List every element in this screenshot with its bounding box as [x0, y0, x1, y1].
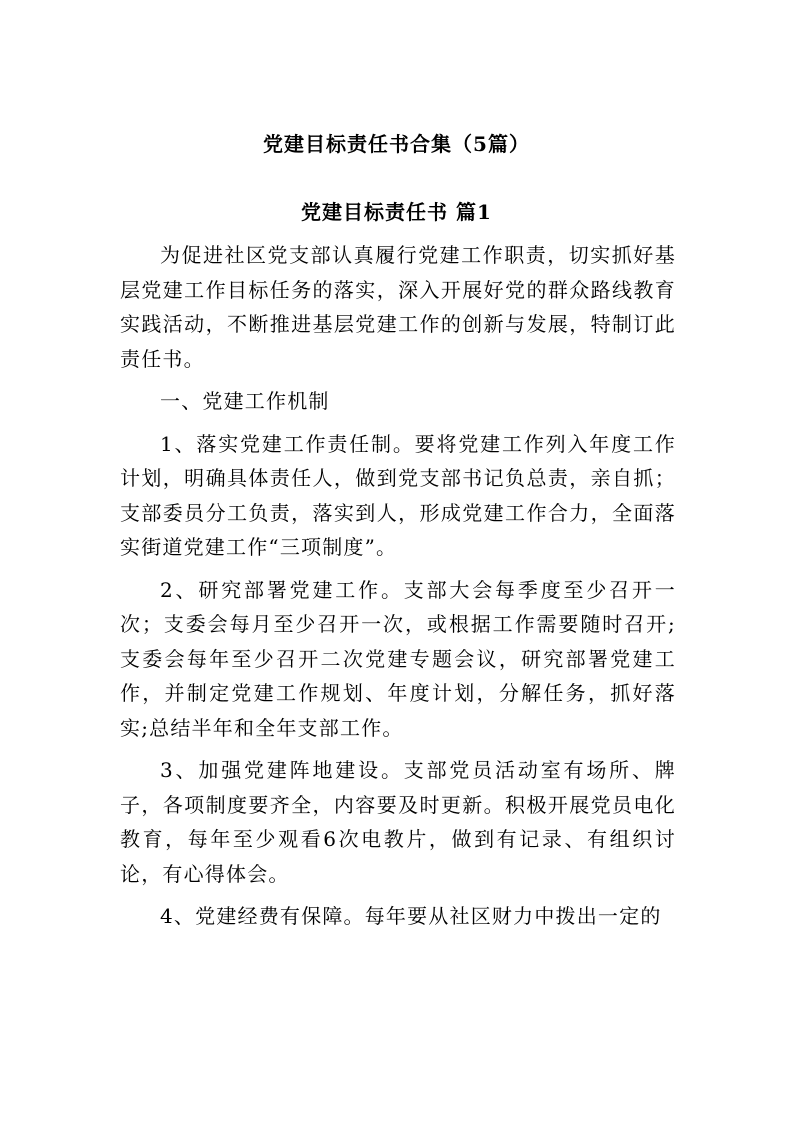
document-title: 党建目标责任书合集（5篇） [263, 132, 530, 156]
paragraph-item-3: 3、加强党建阵地建设。支部党员活动室有场所、牌子，各项制度要齐全，内容要及时更新。积极开展党员电化教育，每年至少观看6次电教片，做到有记录、有组织讨论，有心得体会。 [120, 758, 676, 886]
paragraph-intro: 为促进社区党支部认真履行党建工作职责，切实抓好基层党建工作目标任务的落实，深入开展好党的群众路线教育实践活动，不断推进基层党建工作的创新与发展，特制订此责任书。 [120, 243, 676, 371]
section-title: 党建目标责任书 篇1 [301, 200, 492, 224]
paragraph-item-4: 4、党建经费有保障。每年要从社区财力中拨出一定的 [160, 904, 662, 928]
paragraph-item-2: 2、研究部署党建工作。支部大会每季度至少召开一次；支委会每月至少召开一次，或根据工作需要随时召开;支委会每年至少召开二次党建专题会议，研究部署党建工作，并制定党建工作规划、年度计划，分解任务，抓好落实;总结半年和全年支部工作。 [120, 577, 676, 740]
paragraph-item-1: 1、落实党建工作责任制。要将党建工作列入年度工作计划，明确具体责任人，做到党支部书记负总责，亲自抓；支部委员分工负责，落实到人，形成党建工作合力，全面落实街道党建工作“三项制度”。 [120, 431, 676, 559]
paragraph-heading-mechanism: 一、党建工作机制 [160, 389, 330, 413]
document-body [120, 238, 676, 934]
